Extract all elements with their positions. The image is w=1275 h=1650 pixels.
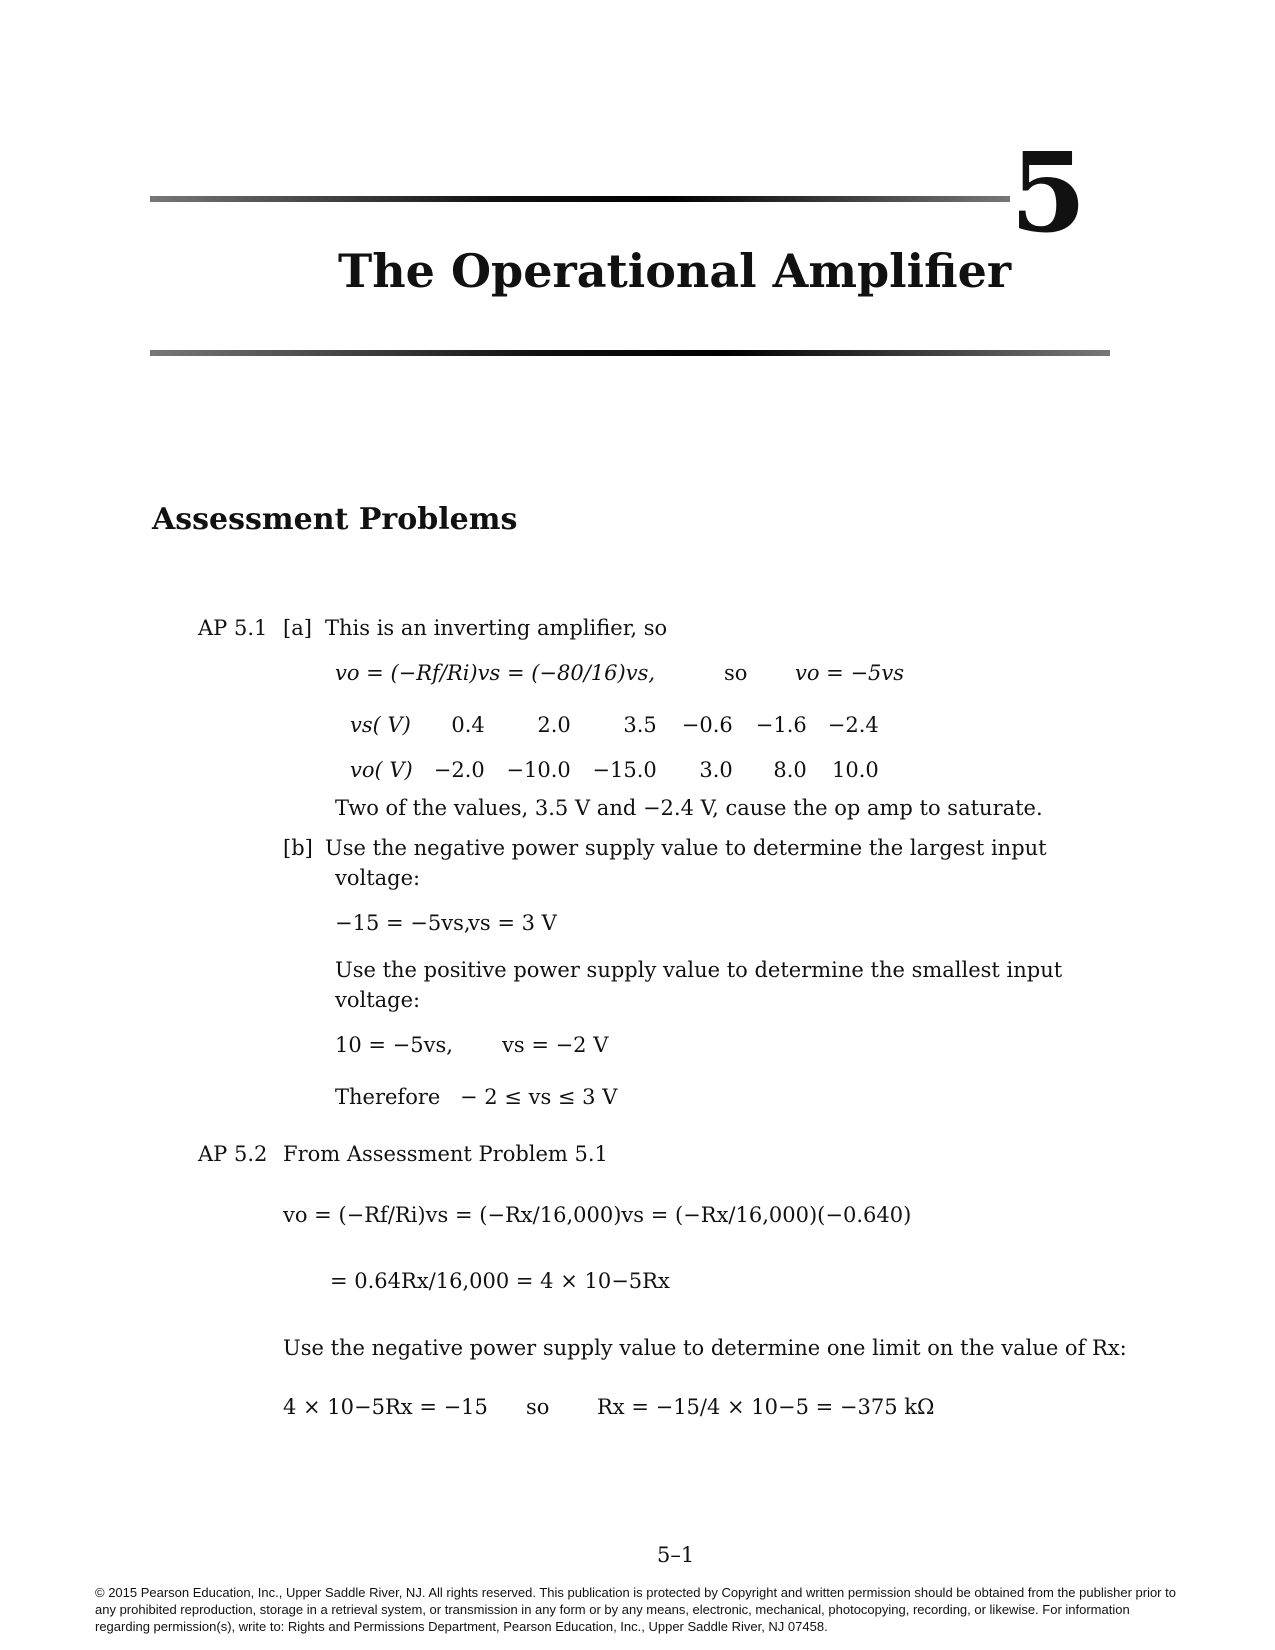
- ap51-b-text1-line2: voltage:: [335, 866, 421, 890]
- ap52-text: Use the negative power supply value to determine one limit on the value of Rx:: [283, 1336, 1127, 1360]
- table-cell: 3.5: [623, 713, 657, 737]
- ap51-b-eq1-left: −15 = −5vs,: [335, 911, 471, 935]
- table-row-label: vo( V): [350, 758, 413, 782]
- ap51-b-text1-line1: Use the negative power supply value to determine the largest input: [325, 836, 1047, 860]
- ap51-a-intro: This is an inverting amplifier, so: [325, 616, 668, 640]
- table-cell: 3.0: [699, 758, 733, 782]
- chapter-title: The Operational Amplifier: [338, 244, 1012, 298]
- table-cell: 2.0: [537, 713, 571, 737]
- ap51-a-conclusion: Two of the values, 3.5 V and −2.4 V, cause the op amp to saturate.: [335, 796, 1043, 820]
- section-title: Assessment Problems: [152, 502, 518, 537]
- table-cell: −15.0: [592, 758, 657, 782]
- ap52-eq3-right: Rx = −15/4 × 10−5 = −375 kΩ: [597, 1395, 935, 1419]
- ap51-b-therefore: Therefore: [335, 1085, 441, 1109]
- table-row: [350, 715, 879, 760]
- page-number: 5–1: [657, 1543, 695, 1567]
- table-row: [350, 760, 879, 781]
- ap51-eq1-right: vo = −5vs: [795, 661, 905, 685]
- table-cell: 8.0: [773, 758, 807, 782]
- ap52-intro: From Assessment Problem 5.1: [283, 1142, 608, 1166]
- table-cell: −10.0: [506, 758, 571, 782]
- table-cell: 10.0: [831, 758, 879, 782]
- ap51-eq1-so: so: [724, 661, 748, 685]
- ap52-eq1: vo = (−Rf/Ri)vs = (−Rx/16,000)vs = (−Rx/16,000)(−0.640): [283, 1203, 912, 1227]
- ap51-b-label: [b]: [283, 836, 313, 860]
- table-cell: −2.0: [433, 758, 485, 782]
- ap51-b-text2-line1: Use the positive power supply value to determine the smallest input: [335, 958, 1063, 982]
- ap51-b-text2-line2: voltage:: [335, 988, 421, 1012]
- ap51-b-eq2-left: 10 = −5vs,: [335, 1033, 453, 1057]
- ap51-eq1-left: vo = (−Rf/Ri)vs = (−80/16)vs,: [335, 661, 656, 685]
- chapter-number: 5: [1010, 128, 1087, 257]
- bottom-rule: [150, 350, 1110, 356]
- table-cell: −0.6: [681, 713, 733, 737]
- ap52-eq3-left: 4 × 10−5Rx = −15: [283, 1395, 488, 1419]
- ap51-a-label: [a]: [283, 616, 312, 640]
- ap52-eq3-so: so: [526, 1395, 550, 1419]
- ap52-eq2: = 0.64Rx/16,000 = 4 × 10−5Rx: [330, 1269, 670, 1293]
- table-cell: −1.6: [755, 713, 807, 737]
- ap52-label: AP 5.2: [198, 1142, 268, 1166]
- ap51-label: AP 5.1: [198, 616, 268, 640]
- table-cell: 0.4: [451, 713, 485, 737]
- ap51-b-eq2-right: vs = −2 V: [502, 1033, 609, 1057]
- ap51-b-range: − 2 ≤ vs ≤ 3 V: [460, 1085, 618, 1109]
- table-row-label: vs( V): [350, 713, 411, 737]
- table-cell: −2.4: [827, 713, 879, 737]
- ap51-b-eq1-right: vs = 3 V: [468, 911, 557, 935]
- top-rule: [150, 196, 1010, 202]
- ap51-value-table: [350, 715, 879, 781]
- copyright-footer: © 2015 Pearson Education, Inc., Upper Saddle River, NJ. All rights reserved. This publication is protected by Copyright and written permission should be obtained from the publisher prior to any prohibited reproduction, storage in a retrieval system, or transmission in any form or by any means, electronic, mechanical, photocopying, recording, or likewise. For information regarding permission(s), write to: Rights and Permissions Department, Pearson Education, Inc., Upper Saddle River, NJ 07458.: [95, 1585, 1176, 1634]
